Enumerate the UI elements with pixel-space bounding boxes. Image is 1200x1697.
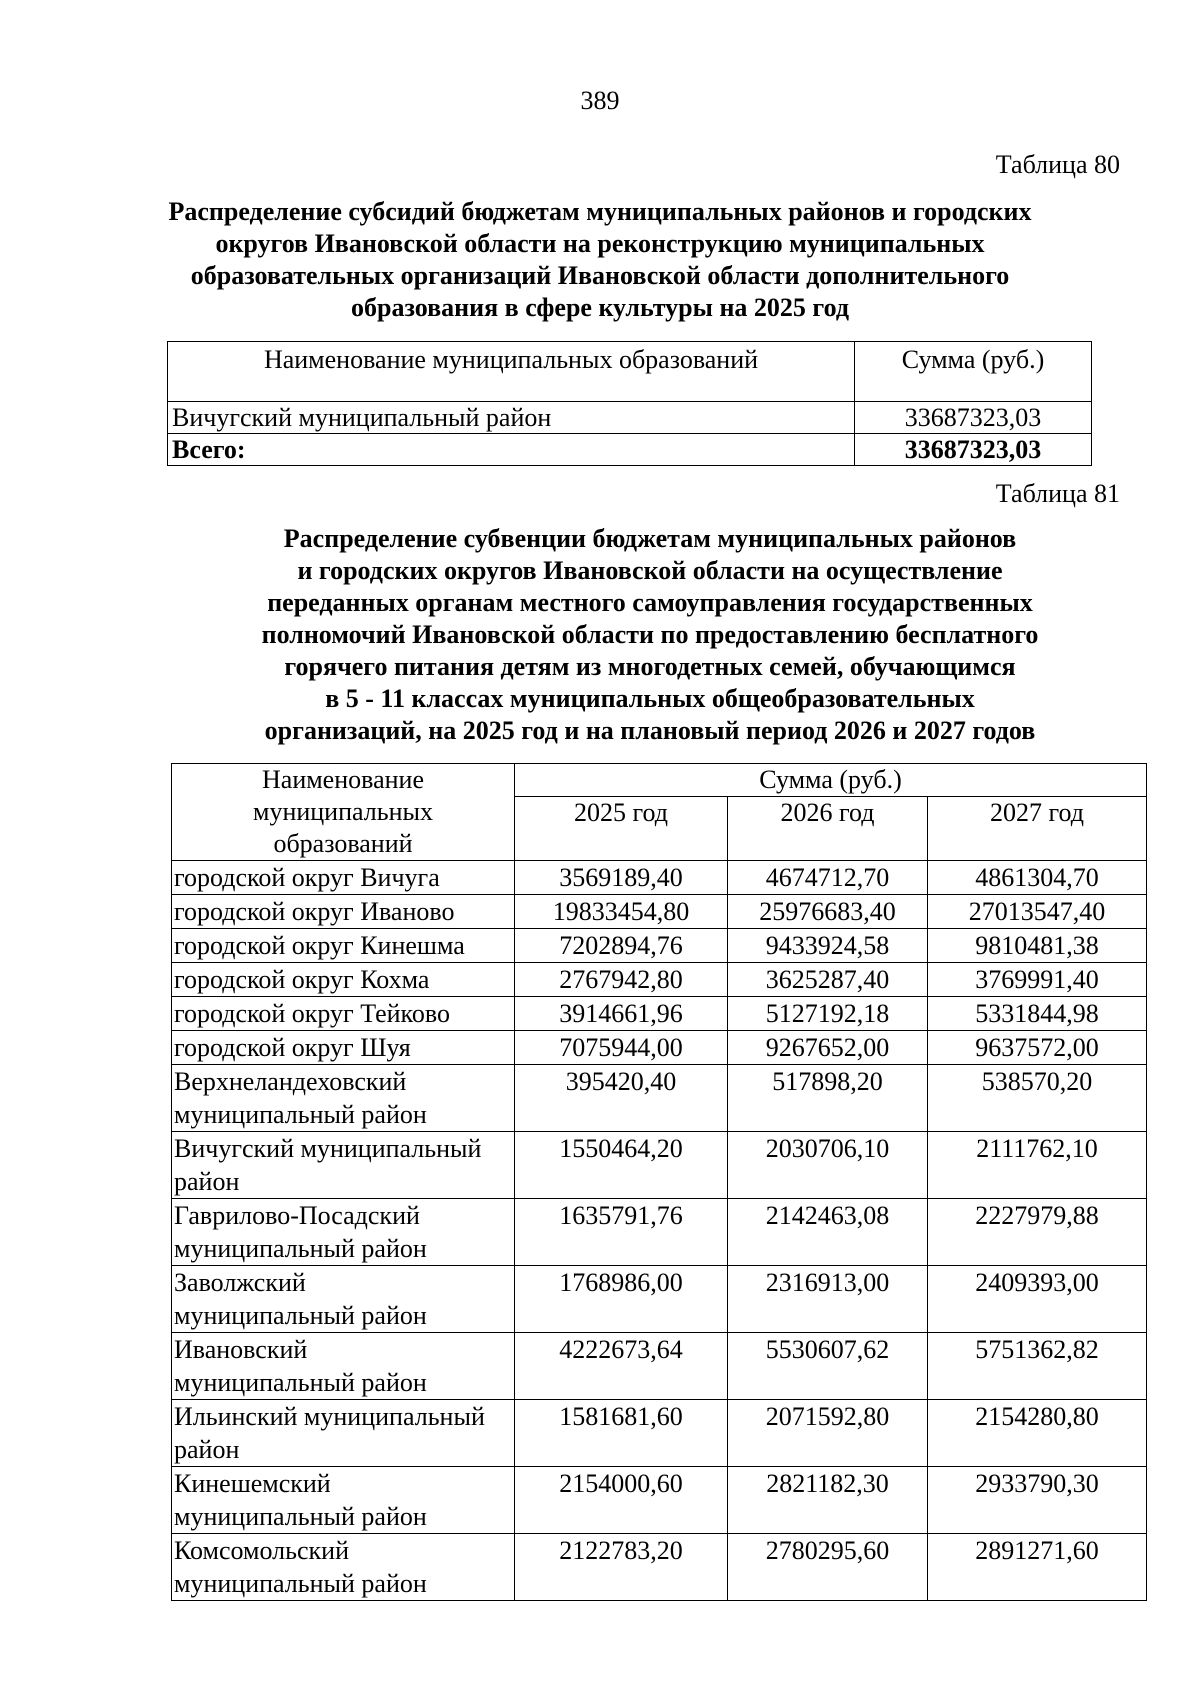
cell-v2027: 2409393,00 — [928, 1266, 1147, 1333]
table-80-label: Таблица 80 — [995, 150, 1120, 179]
cell-name-line: Гаврилово-Посадский — [174, 1201, 420, 1230]
cell-name-line: Ильинский муниципальный — [174, 1402, 485, 1431]
table-81-title — [175, 523, 1125, 747]
table-80 — [167, 341, 1092, 466]
column-header-sum: Сумма (руб.) — [855, 342, 1092, 402]
table-row — [172, 997, 1147, 1031]
cell-v2025: 3914661,96 — [515, 997, 728, 1031]
cell-name-line: муниципальный район — [174, 1301, 427, 1330]
title-line: округов Ивановской области на реконструкцию муниципальных — [215, 229, 985, 258]
cell-v2027: 9810481,38 — [928, 929, 1147, 963]
cell-name-line: Верхнеландеховский — [174, 1067, 407, 1096]
cell-v2025: 4222673,64 — [515, 1333, 728, 1400]
cell-name — [172, 1400, 515, 1467]
title-line: Распределение субсидий бюджетам муниципальных районов и городских — [168, 197, 1032, 226]
cell-v2025: 7202894,76 — [515, 929, 728, 963]
table-header-row — [168, 342, 1092, 402]
cell-v2026: 9433924,58 — [728, 929, 928, 963]
cell-name-line: муниципальный район — [174, 1569, 427, 1598]
cell-name-line: Комсомольский — [174, 1536, 349, 1565]
cell-name-line: городской округ Шуя — [174, 1033, 411, 1062]
table-row — [172, 963, 1147, 997]
table-row — [168, 402, 1092, 434]
total-label: Всего: — [168, 434, 855, 466]
cell-v2025: 1550464,20 — [515, 1132, 728, 1199]
table-row — [172, 1132, 1147, 1199]
cell-v2026: 2071592,80 — [728, 1400, 928, 1467]
table-row — [172, 895, 1147, 929]
cell-name — [172, 1132, 515, 1199]
cell-v2025: 1635791,76 — [515, 1199, 728, 1266]
title-line: Распределение субвенции бюджетам муниципальных районов — [283, 524, 1017, 553]
cell-name-line: Кинешемский — [174, 1469, 331, 1498]
column-header-2026: 2026 год — [728, 797, 928, 861]
table-header-row — [172, 764, 1147, 797]
cell-name-line: район — [174, 1435, 240, 1464]
cell-name-line: городской округ Иваново — [174, 897, 455, 926]
cell-name — [172, 1031, 515, 1065]
cell-v2025: 395420,40 — [515, 1065, 728, 1132]
cell-v2025: 3569189,40 — [515, 861, 728, 895]
cell-v2026: 5127192,18 — [728, 997, 928, 1031]
cell-name — [172, 1333, 515, 1400]
cell-v2026: 25976683,40 — [728, 895, 928, 929]
cell-name-line: муниципальный район — [174, 1368, 427, 1397]
table-row — [172, 1199, 1147, 1266]
cell-sum: 33687323,03 — [855, 402, 1092, 434]
cell-name-line: муниципальный район — [174, 1234, 427, 1263]
cell-v2025: 1581681,60 — [515, 1400, 728, 1467]
table-body — [172, 861, 1147, 1601]
column-header-2027: 2027 год — [928, 797, 1147, 861]
cell-v2027: 2227979,88 — [928, 1199, 1147, 1266]
cell-name-line: городской округ Кохма — [174, 965, 430, 994]
title-line: полномочий Ивановской области по предоставлению бесплатного — [261, 620, 1039, 649]
title-line: в 5 - 11 классах муниципальных общеобразовательных — [325, 684, 975, 713]
table-row — [172, 1400, 1147, 1467]
title-line: образовательных организаций Ивановской области дополнительного — [190, 261, 1010, 290]
cell-name — [172, 895, 515, 929]
table-80-title — [130, 196, 1070, 324]
column-header-2025: 2025 год — [515, 797, 728, 861]
table-row — [172, 861, 1147, 895]
table-row — [172, 1333, 1147, 1400]
header-line: Наименование — [262, 765, 424, 794]
table-row — [172, 1467, 1147, 1534]
cell-v2027: 2891271,60 — [928, 1534, 1147, 1601]
cell-v2025: 2154000,60 — [515, 1467, 728, 1534]
cell-v2027: 5751362,82 — [928, 1333, 1147, 1400]
cell-name-line: городской округ Тейково — [174, 999, 450, 1028]
cell-v2027: 3769991,40 — [928, 963, 1147, 997]
cell-name — [172, 963, 515, 997]
cell-name — [172, 1065, 515, 1132]
cell-name-line: муниципальный район — [174, 1100, 427, 1129]
cell-v2027: 2111762,10 — [928, 1132, 1147, 1199]
title-line: организаций, на 2025 год и на плановый период 2026 и 2027 годов — [264, 716, 1036, 745]
cell-v2026: 2316913,00 — [728, 1266, 928, 1333]
table-row — [172, 929, 1147, 963]
cell-name-line: Ивановский — [174, 1335, 308, 1364]
column-header-name — [172, 764, 515, 861]
title-line: образования в сфере культуры на 2025 год — [351, 293, 849, 322]
cell-name-line: муниципальный район — [174, 1502, 427, 1531]
cell-name-line: городской округ Вичуга — [174, 863, 440, 892]
cell-v2027: 2933790,30 — [928, 1467, 1147, 1534]
title-line: горячего питания детям из многодетных семей, обучающимся — [284, 652, 1016, 681]
cell-v2026: 9267652,00 — [728, 1031, 928, 1065]
cell-name-line: Заволжский — [174, 1268, 306, 1297]
cell-name — [172, 929, 515, 963]
cell-v2025: 19833454,80 — [515, 895, 728, 929]
cell-name — [172, 1467, 515, 1534]
cell-v2026: 5530607,62 — [728, 1333, 928, 1400]
cell-v2027: 538570,20 — [928, 1065, 1147, 1132]
title-line: и городских округов Ивановской области на осуществление — [297, 556, 1003, 585]
cell-v2027: 5331844,98 — [928, 997, 1147, 1031]
cell-name — [172, 1266, 515, 1333]
cell-name: Вичугский муниципальный район — [168, 402, 855, 434]
cell-v2027: 4861304,70 — [928, 861, 1147, 895]
column-header-sum: Сумма (руб.) — [515, 764, 1147, 797]
header-line: муниципальных — [252, 797, 433, 826]
cell-v2026: 517898,20 — [728, 1065, 928, 1132]
cell-name — [172, 1534, 515, 1601]
title-line: переданных органам местного самоуправления государственных — [267, 588, 1033, 617]
table-row — [172, 1065, 1147, 1132]
cell-v2026: 4674712,70 — [728, 861, 928, 895]
table-81-label: Таблица 81 — [995, 479, 1120, 508]
cell-name — [172, 861, 515, 895]
cell-v2026: 2030706,10 — [728, 1132, 928, 1199]
total-row — [168, 434, 1092, 466]
table-row — [172, 1266, 1147, 1333]
table-row — [172, 1534, 1147, 1601]
table-row — [172, 1031, 1147, 1065]
cell-v2027: 9637572,00 — [928, 1031, 1147, 1065]
cell-v2025: 7075944,00 — [515, 1031, 728, 1065]
cell-name — [172, 1199, 515, 1266]
cell-name-line: Вичугский муниципальный — [174, 1134, 482, 1163]
cell-v2026: 2142463,08 — [728, 1199, 928, 1266]
table-81 — [171, 763, 1147, 1601]
header-line: образований — [273, 829, 413, 858]
cell-v2026: 2821182,30 — [728, 1467, 928, 1534]
cell-name-line: городской округ Кинешма — [174, 931, 465, 960]
cell-v2025: 1768986,00 — [515, 1266, 728, 1333]
total-sum: 33687323,03 — [855, 434, 1092, 466]
cell-v2027: 27013547,40 — [928, 895, 1147, 929]
cell-v2026: 3625287,40 — [728, 963, 928, 997]
cell-v2027: 2154280,80 — [928, 1400, 1147, 1467]
page-number: 389 — [580, 86, 620, 115]
cell-v2025: 2122783,20 — [515, 1534, 728, 1601]
column-header-name: Наименование муниципальных образований — [168, 342, 855, 402]
cell-v2026: 2780295,60 — [728, 1534, 928, 1601]
cell-name — [172, 997, 515, 1031]
cell-v2025: 2767942,80 — [515, 963, 728, 997]
cell-name-line: район — [174, 1167, 240, 1196]
